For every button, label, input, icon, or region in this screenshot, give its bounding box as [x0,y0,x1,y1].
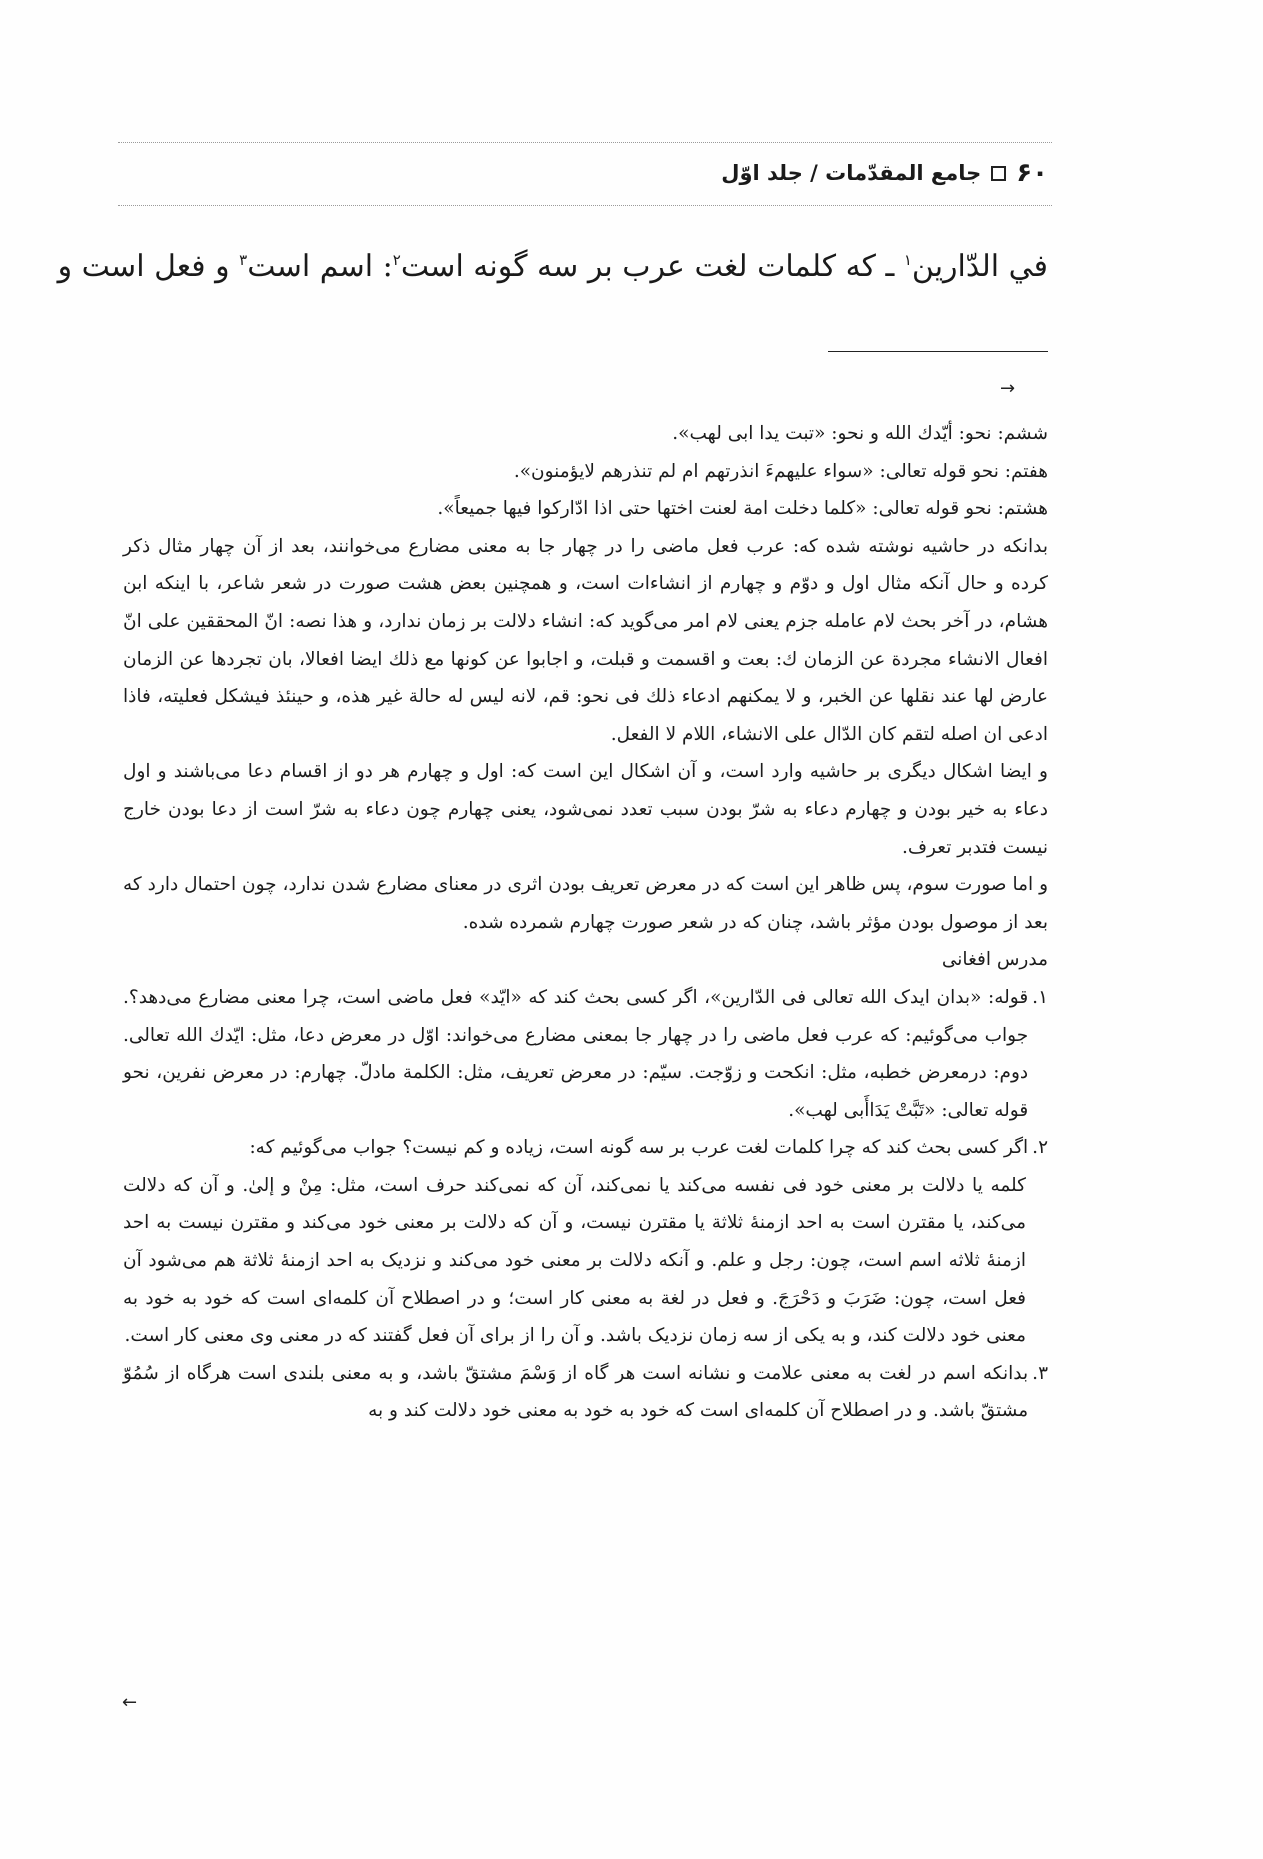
note-line: هفتم: نحو قوله تعالى: «سواء عليهمءَ انذرتهم ام لم تنذرهم لايؤمنون». [513,460,1048,482]
main-text-segment: ـ که کلمات لغت عرب بر سه گونه است [400,249,904,284]
continued-from-arrow-icon: → [1000,378,1016,399]
footnote-ref-3: ۳ [239,251,248,269]
footnote-number: ۲. [1032,1137,1048,1159]
footnote-2-continuation: كلمه يا دلالت بر معنى خود فى نفسه مى‌كند يا نمى‌كند، آن كه نمى‌كند حرف است، مثل: مِنْ و إلىٰ. و آن كه دلالت مى‌كند، يا مقترن است به احد ازمنۀ ثلاثة يا مقترن نيست، و آن كه دلالت بر معنى خود مى‌كند و مقترن نيست به احد ازمنۀ ثلاثه اسم است، چون: رجل و علم. و آنكه دلالت بر معنى خود مى‌كند و نزديک به احد ازمنۀ ثلاثة هم مى‌شود آن فعل است، چون: ضَرَبَ و دَحْرَجَ. و فعل در لغة به معنى كار است؛ و در اصطلاح آن كلمه‌اى است كه خود به خود به معنى خود دلالت كند، و به يكى از سه زمان نزديک باشد. و آن را از براى آن فعل گفتند كه در معنى وى معنى كار است. [123,1174,1026,1347]
running-title: جامع المقدّمات / جلد اوّل [721,161,982,185]
note-signature: مدرس افغانى [941,949,1048,971]
footnote-ref-2: ۲ [392,251,401,269]
footnote-number: ۱. [1032,986,1048,1008]
note-line: هشتم: نحو قوله تعالى: «كلما دخلت امة لعنت اختها حتى اذا ادّاركوا فيها جميعاً». [437,498,1048,520]
footnote-2 [123,1129,1048,1167]
footnote-3 [123,1355,1048,1430]
header-top-rule [118,142,1052,143]
main-text-line [57,236,1048,291]
running-header [721,158,1048,188]
footnote-text: قوله: «بدان ايدک الله تعالى فى الدّارين»، اگر كسى بحث كند كه «ايّد» فعل ماضى است، چرا معنى مضارع مى‌دهد؟. جواب مى‌گوئيم: كه عرب فعل ماضى را در چهار جا بمعنى مضارع مى‌خواند: اوّل در معرض دعا، مثل: ايّدك الله تعالى. دوم: درمعرض خطبه، مثل: انكحت و زوّجت. سيّم: در معرض تعريف، مثل: الكلمة مادلّ. چهارم: در معرض نفرين، نحو قوله تعالى: «تَبَّتْ يَدَاأَبى لهب». [123,986,1029,1121]
footnotes-block [123,415,1048,1430]
continues-arrow-icon: ← [122,1692,138,1713]
square-icon [991,166,1006,181]
note-paragraph: و اما صورت سوم، پس ظاهر اين است كه در معرض تعريف بودن اثرى در معناى مضارع شدن ندارد، چون احتمال دارد كه بعد از موصول بودن مؤثر باشد، چنان كه در شعر صورت چهارم شمرده شده. [123,874,1048,933]
footnote-number: ۳. [1032,1362,1048,1384]
footnote-text: بدانكه اسم در لغت به معنى علامت و نشانه است هر گاه از وَسْمَ مشتقّ باشد، و به معنى بلندى است هرگاه از سُمُوّ مشتقّ باشد. و در اصطلاح آن كلمه‌اى است كه خود به خود به معنى خود دلالت كند و به [123,1362,1029,1422]
main-text-segment: في الدّارين [911,249,1048,284]
footnote-ref-1: ۱ [903,251,912,269]
footnote-separator [828,351,1048,352]
header-bottom-rule [118,205,1052,206]
note-paragraph: و ايضا اشكال ديگرى بر حاشيه وارد است، و آن اشكال اين است كه: اول و چهارم هر دو از اقسام دعا مى‌باشند و اول دعاء به خير بودن و چهارم دعاء به شرّ بودن سبب تعدد نمى‌شود، يعنى چهارم چون دعاء به شرّ است از دعا بودن خارج نيست فتدبر تعرف. [123,761,1048,858]
note-paragraph: بدانكه در حاشيه نوشته شده كه: عرب فعل ماضى را در چهار جا به معنى مضارع مى‌خوانند، بعد از آن چهار مثال ذكر كرده و حال آنكه مثال اول و دوّم و چهارم از انشاءات است، و همچنين بعض هشت صورت در شعر شاعر، با اينكه ابن هشام، در آخر بحث لام عامله جزم يعنى لام امر مى‌گويد كه: انشاء دلالت بر زمان ندارد، و هذا نصه: انّ المحققين على انّ افعال الانشاء مجردة عن الزمان ك: بعت و اقسمت و قبلت، و اجابوا عن كونها مع ذلك ايضا افعالا، بان تجردها عن الزمان عارض لها عند نقلها عن الخبر، و لا يمكنهم ادعاء ذلك فى نحو: قم، لانه ليس له حالة غير هذه، و حينئذ فيشكل فعليته، فاذا ادعى ان اصله لتقم كان الدّال على الانشاء، اللام لا الفعل. [123,535,1048,745]
main-text-segment: و فعل است و [57,249,240,284]
footnote-text: اگر كسى بحث كند كه چرا كلمات لغت عرب بر سه گونه است، زياده و كم نيست؟ جواب مى‌گوئيم كه: [249,1137,1029,1159]
footnote-1 [123,979,1048,1129]
main-text-segment: : اسم است [247,249,393,284]
note-line: ششم: نحو: أيّدك الله و نحو: «تبت يدا ابى لهب». [672,423,1048,444]
page-number: ۶۰ [1016,158,1048,188]
